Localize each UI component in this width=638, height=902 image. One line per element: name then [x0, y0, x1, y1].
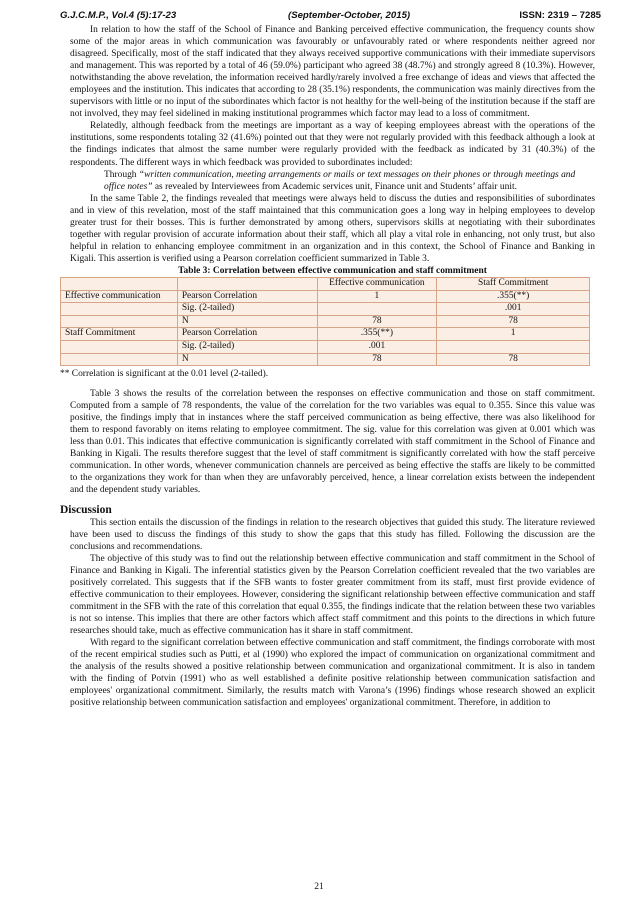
col-header-staff: Staff Commitment — [437, 277, 590, 290]
paragraph: This section entails the discussion of the findings in relation to the research objectives that guided this study. The literature reviewed have been used to discuss the findings of this study to show the gaps that this study has filled. Following the discussion are the conclusions and recommendations. — [70, 517, 595, 552]
table-header-row — [61, 277, 590, 290]
journal-citation: G.J.C.M.P., Vol.4 (5):17-23 — [60, 10, 177, 21]
row-group: Staff Commitment — [61, 328, 178, 341]
cell-staff — [437, 340, 590, 353]
table-row — [61, 353, 590, 366]
cell-staff: .001 — [437, 303, 590, 316]
section-heading: Discussion — [60, 503, 112, 516]
cell-staff: 78 — [437, 353, 590, 366]
table-row — [61, 290, 590, 303]
paragraph: In relation to how the staff of the School of Finance and Banking perceived effective communication, the frequency counts show some of the major areas in which communication was favourably or unfavourably rated or where respondents neither agreed nor disagreed. Specifically, most of the staff indicated that they always received supportive communications with their immediate supervisors and management. This was reported by a total of 46 (59.0%) participant who agreed 38 (48.7%) and strongly agreed 8 (10.3%). However, notwithstanding the above revelation, the information received hardly/rarely involved a free exchange of ideas and views that affected the employees and the institution. This indicates that according to 28 (35.1%) respondents, the communication was mainly directives from the supervisors with little or no input of the subordinates which factor is not healthy for the well-being of the institution because if the staff are not involved, they may feel sidelined in making institutional programmes which factor may lead to a loss of commitment. — [70, 25, 595, 120]
paragraph: Relatedly, although feedback from the meetings are important as a way of keeping employees abreast with the operations of the institutions, some respondents totaling 32 (41.6%) pointed out that they were not regularly provided with this feedback although a look at the findings indicates that almost the same number were regularly provided with the feedback as indicated by 31 (40.3%) of the respondents. The different ways in which feedback was provided to subordinates included: — [70, 121, 595, 168]
issn: ISSN: 2319 – 7285 — [519, 10, 601, 21]
cell-staff: .355(**) — [437, 290, 590, 303]
correlation-table — [60, 277, 590, 366]
table-row — [61, 328, 590, 341]
cell-effective: .001 — [317, 340, 437, 353]
row-stat: N — [177, 315, 317, 328]
row-stat: Sig. (2-tailed) — [177, 303, 317, 316]
paragraph: Table 3 shows the results of the correlation between the responses on effective communication and those on staff commitment. Computed from a sample of 78 respondents, the value of the correlation for the two variables was equal to 0.355. Since this value was positive, the findings imply that in instances where the staff perceived communication as being effective, there was also likelihood for them to respond favorably on items relating to employee commitment. The sig. value for this correlation was given at 0.001 which was less than 0.01. This indicates that effective communication is significantly correlated with staff commitment in the School of Finance and Banking in Kigali. The results therefore suggest that the level of staff commitment is significantly correlated with how the staff perceive communication. In other words, whenever communication channels are perceived as being effective the staffs are likely to be committed to the organizations they work for than when they are unfavorably perceived, hence, a linear correlation exists between the independent and the dependent study variables. — [70, 389, 595, 496]
table-footnote: ** Correlation is significant at the 0.01 level (2-tailed). — [60, 369, 269, 380]
cell-staff: 1 — [437, 328, 590, 341]
row-stat: Sig. (2-tailed) — [177, 340, 317, 353]
cell-effective: 1 — [317, 290, 437, 303]
table-row — [61, 340, 590, 353]
row-group: Effective communication — [61, 290, 178, 303]
issue-period: (September-October, 2015) — [288, 10, 411, 21]
col-header-effective: Effective communication — [317, 277, 437, 290]
row-group — [61, 340, 178, 353]
row-group — [61, 353, 178, 366]
cell-effective: 78 — [317, 315, 437, 328]
cell-staff: 78 — [437, 315, 590, 328]
table-caption: Table 3: Correlation between effective communication and staff commitment — [178, 265, 487, 276]
page — [60, 10, 601, 709]
table-row — [61, 315, 590, 328]
interview-quote: Through “written communication, meeting arrangements or mails or text messages on their phones or through meetings and office notes” as revealed by Interviewees from Academic services unit, Finance unit and Students’ affair unit. — [104, 169, 576, 192]
paragraph: In the same Table 2, the findings revealed that meetings were always held to discuss the duties and responsibilities of subordinates and in view of this revelation, most of the staff maintained that this communication goes a long way in helping employees to develop greater trust for their bosses. This is further demonstrated by among others, supervisors skills at negotiating with their subordinates together with regular provision of accurate information about their staff, which all play a vital role in enhancing, not only trust, but also helpful in relation to enhancing employee commitment in an organization and in this context, the School of Finance and Banking in Kigali. This assertion is verified using a Pearson correlation coefficient summarized in Table 3. — [70, 193, 595, 264]
paragraph: The objective of this study was to find out the relationship between effective communication and staff commitment in the School of Finance and Banking in Kigali. The inferential statistics given by the Pearson Correlation coefficient revealed that the two variables are positively correlated. This suggests that if the SFB wants to foster greater commitment from its staff, must first provide evidence of effective communication to their employees. However, considering the significant relationship between effective communication and staff commitment in the SFB with the rate of this correlation that equal 0.355, the findings indicate that the relation between these two variables is not so intense. This implies that there are other factors which affect staff commitment and this points to the directions in which future researches should take, much as effective communication has it share in staff commitment. — [70, 553, 595, 636]
row-stat: Pearson Correlation — [177, 290, 317, 303]
row-stat: Pearson Correlation — [177, 328, 317, 341]
cell-effective — [317, 303, 437, 316]
running-header — [60, 10, 601, 24]
row-stat: N — [177, 353, 317, 366]
row-group — [61, 303, 178, 316]
table-row — [61, 303, 590, 316]
cell-effective: 78 — [317, 353, 437, 366]
cell-effective: .355(**) — [317, 328, 437, 341]
paragraph: With regard to the significant correlation between effective communication and staff commitment, the findings corroborate with most of the recent empirical studies such as Putti, et al (1990) who explored the impact of communication on organizational commitment and the analysis of the results showed a positive relationship between communication and organizational commitment. It is also in tandem with the finding of Potvin (1991) who as well established a definite positive relationship between communication satisfaction and employees' organizational commitment. Similarly, the results match with Varona’s (1996) findings whose research showed an explicit positive relationship between communication satisfaction and employees' organizational commitment. Therefore, in addition to — [70, 637, 595, 709]
page-number: 21 — [314, 882, 324, 892]
row-group — [61, 315, 178, 328]
